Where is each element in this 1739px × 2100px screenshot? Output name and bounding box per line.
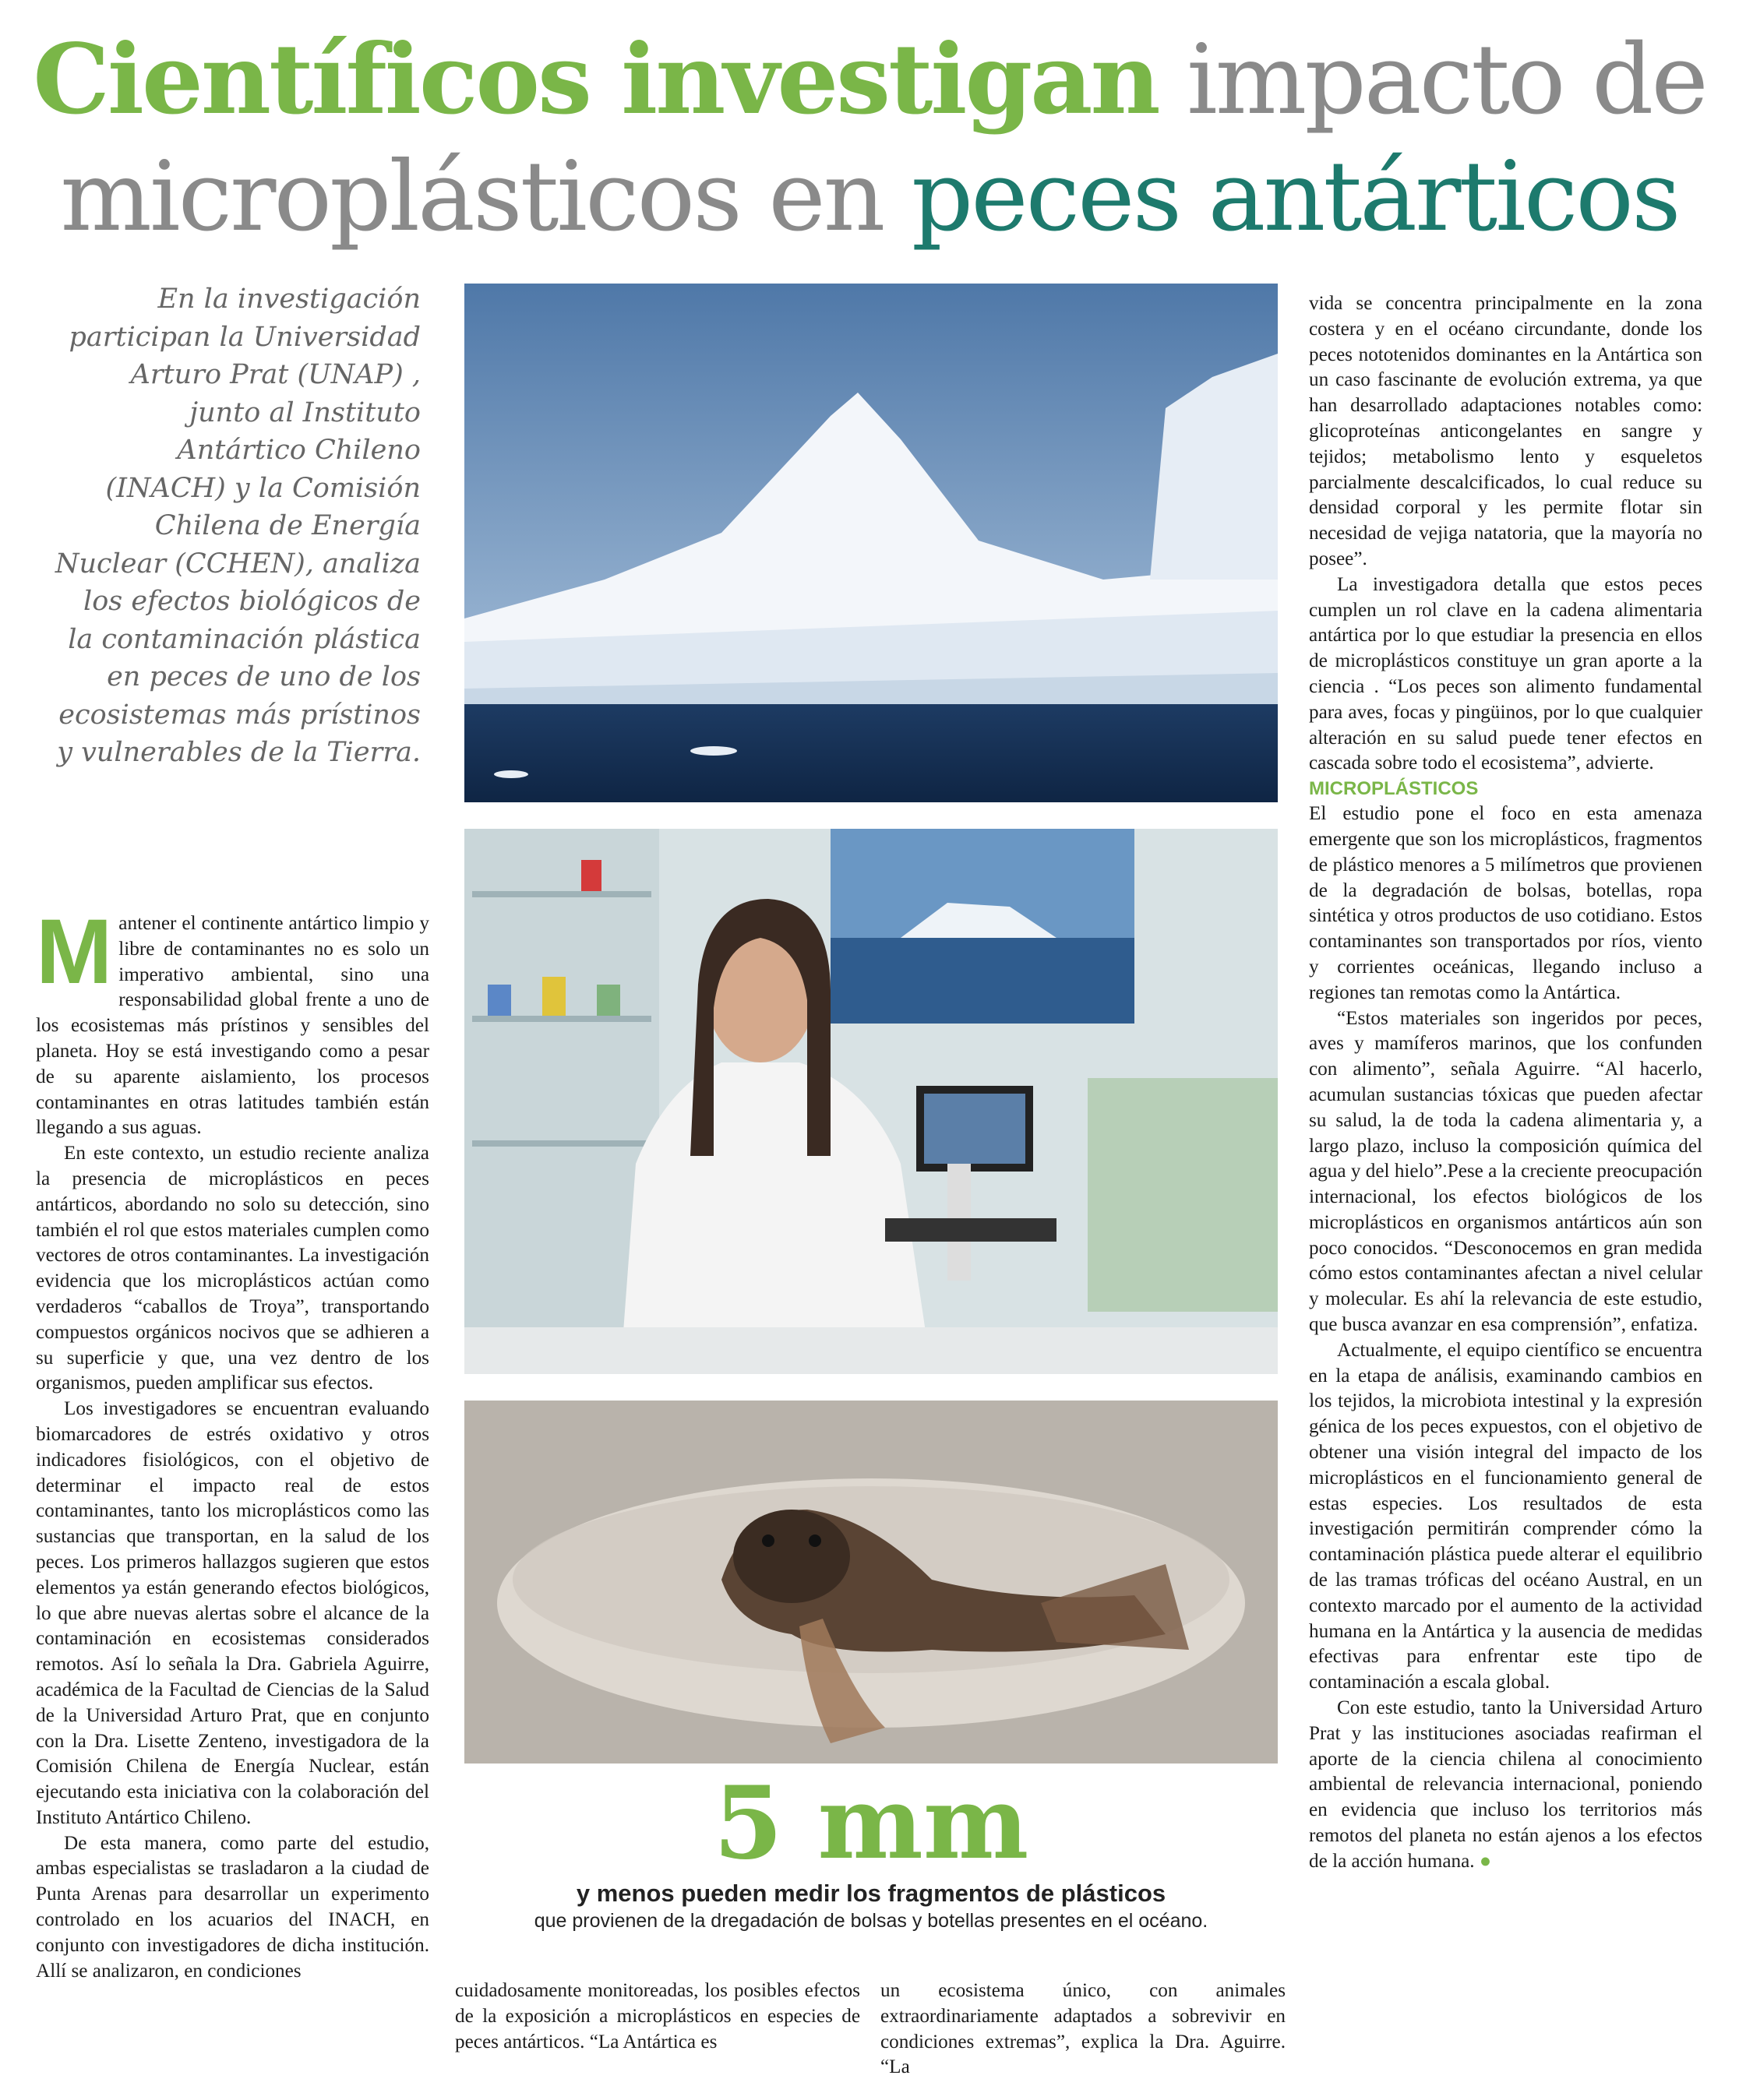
section-subhead: MICROPLÁSTICOS [1309, 778, 1479, 800]
paragraph-6: La investigadora detalla que estos peces cumplen un rol clave en la cadena alimentaria antártica por lo que estudiar la presencia en ellos de microplásticos constituye un gran aporte a la ciencia . “Los peces son alimento fundamental para aves, focas y pingüinos, por lo que cualquier alteración en su salud puede tener efectos en cascada sobre todo el ecosistema”, advierte. [1309, 573, 1702, 774]
column-4 [1309, 291, 1702, 1875]
paragraph-2: En este contexto, un estudio reciente analiza la presencia de microplásticos en peces antárticos, abordando no solo su detección, sino también el rol que estos materiales cumplen como vectores de otros contaminantes. La investigación evidencia que los microplásticos actúan como verdaderos “caballos de Troya”, transportando compuestos orgánicos nocivos que se adhieren a su superficie y que, una vez dentro de los organismos, pueden amplificar sus efectos. [36, 1143, 429, 1394]
paragraph-5: vida se concentra principalmente en la zona costera y en el océano circundante, donde los peces nototenidos dominantes en la Antártica son un caso fascinante de evolución extrema, ya que han desarrollado adaptaciones notables como: glicoproteínas anticongelantes en sangre y tejidos; metabolismo lento y esqueletos parcialmente descalcificados, lo cual reduce su densidad corporal y les permite flotar sin necesidad de vejiga natatoria, que la mayoría no posee”. [1309, 293, 1702, 569]
end-mark: ● [1479, 1850, 1492, 1872]
antarctic-landscape-photo [464, 284, 1278, 802]
paragraph-7: El estudio pone el foco en esta amenaza emergente que son los microplásticos, fragmentos de plástico menores a 5 milímetros que provienen de la degradación de bolsas, botellas, ropa sintética y otros productos de uso cotidiano. Estos contaminantes son transportados por ríos, viento y corrientes oceánicas, llegando incluso a regiones tan remotas como la Antártica. [1309, 803, 1702, 1003]
headline-part-4: peces antárticos [911, 141, 1679, 253]
column-1 [36, 900, 429, 1984]
highlight-caption-bold: y menos pueden medir los fragmentos de plásticos [576, 1880, 1166, 1907]
headline-part-3: microplásticos en [60, 141, 912, 253]
researcher-lab-photo [464, 829, 1278, 1374]
drop-cap: M [36, 900, 113, 1003]
headline-part-1: Científicos investigan [33, 23, 1159, 136]
highlight-number: 5 mm [713, 1765, 1029, 1882]
headline [0, 22, 1739, 255]
paragraph-1 [36, 900, 429, 1141]
headline-part-2: impacto de [1158, 24, 1706, 136]
column-3-text: un ecosistema único, con animales extraordinariamente adaptados a sobrevivir en condiciones extremas”, explica la Dra. Aguirre. “La [880, 1980, 1286, 2078]
column-2-text: cuidadosamente monitoreadas, los posibles efectos de la exposición a microplásticos en especies de peces antárticos. “La Antártica es [455, 1980, 860, 2052]
paragraph-10 [1309, 1696, 1702, 1875]
paragraph-4: De esta manera, como parte del estudio, ambas especialistas se trasladaron a la ciudad de Punta Arenas para desarrollar un experimento controlado en los acuarios del INACH, en conjunto con investigadores de dicha institución. Allí se analizaron, en condiciones [36, 1832, 429, 1982]
highlight-caption: que provienen de la dregadación de bolsas y botellas presentes en el océano. [534, 1910, 1208, 1932]
paragraph-3: Los investigadores se encuentran evaluando biomarcadores de estrés oxidativo y otros indicadores fisiológicos, con el objetivo de determinar el impacto real de estos contaminantes, tanto los microplásticos como las sustancias que transportan, en la salud de los peces. Los primeros hallazgos sugieren que estos elementos ya están generando efectos biológicos, lo que abre nuevas alertas sobre el alcance de la contaminación en ecosistemas considerados remotos. Así lo señala la Dra. Gabriela Aguirre, académica de la Facultad de Ciencias de la Salud de la Universidad Arturo Prat, que en conjunto con la Dra. Lisette Zenteno, investigadora de la Comisión Chilena de Energía Nuclear, están ejecutando esta iniciativa con la colaboración del Instituto Antártico Chileno. [36, 1398, 429, 1828]
paragraph-1-text: antener el continente antártico limpio y libre de contaminantes no es solo un imperativo ambiental, sino una responsabilidad global frente a uno de los ecosistemas más prístinos y sensibles del planeta. Hoy se está investigando como a pesar de su aparente aislamiento, los procesos contaminantes en otras latitudes también están llegando a sus aguas. [36, 913, 429, 1139]
lead-paragraph: En la investigación participan la Universidad Arturo Prat (UNAP) , junto al Instituto Antártico Chileno (INACH) y la Comisión Chilena de Energía Nuclear (CCHEN), analiza los efectos biológicos de la contaminación plástica en peces de uno de los ecosistemas más prístinos y vulnerables de la Tierra. [55, 284, 421, 768]
paragraph-10-text: Con este estudio, tanto la Universidad Arturo Prat y las instituciones asociadas reafirman el aporte de la ciencia chilena al conocimiento ambiental de relevancia internacional, poniendo en evidencia que incluso los territorios más remotos del planeta no están ajenos a los efectos de la acción humana. [1309, 1697, 1702, 1872]
fish-in-beaker-photo [464, 1401, 1278, 1764]
paragraph-9: Actualmente, el equipo científico se encuentra en la etapa de análisis, examinando cambios en los tejidos, la microbiota intestinal y la expresión génica de los peces expuestos, con el objetivo de obtener una visión integral del impacto de los microplásticos en el funcionamiento general de estas especies. Los resultados de esta investigación permitirán comprender cómo la contaminación plástica puede alterar el equilibrio de las tramas tróficas del océano Austral, en un contexto marcado por el aumento de la actividad humana en la Antártica y la ausencia de medidas efectivas para enfrentar este tipo de contaminación a escala global. [1309, 1339, 1702, 1693]
paragraph-8: “Estos materiales son ingeridos por peces, aves y mamíferos marinos, que los confunden con alimento”, señala Aguirre. “Al hacerlo, acumulan sustancias tóxicas que pueden afectar su salud, la de toda la cadena alimentaria y, a largo plazo, incluso la composición química del agua y del hielo”.Pese a la creciente preocupación internacional, los efectos biológicos de los microplásticos en organismos antárticos aún son poco conocidos. “Desconocemos en gran medida cómo estos contaminantes afectan a nivel celular y molecular. Es ahí la relevancia de este estudio, que busca avanzar en esa comprensión”, enfatiza. [1309, 1007, 1702, 1336]
